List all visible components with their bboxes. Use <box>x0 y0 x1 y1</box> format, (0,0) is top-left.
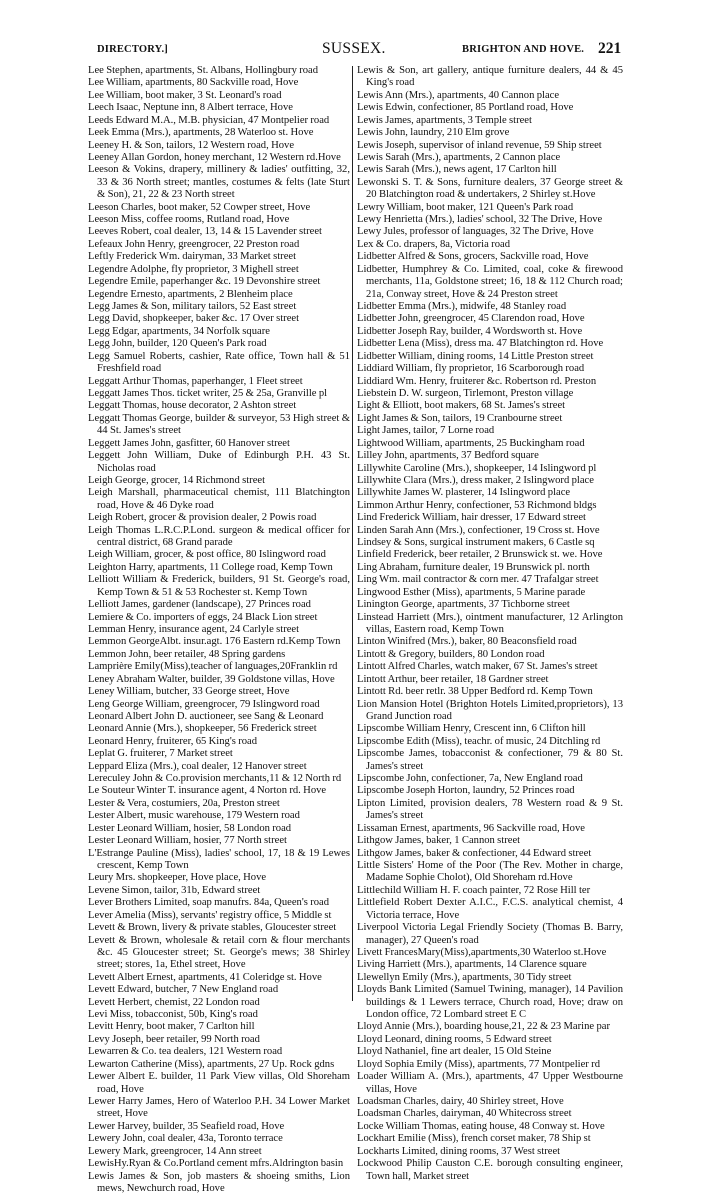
directory-entry: Levett & Brown, wholesale & retail corn & flour merchants &c. 45 Gloucester street; St. George's mews; 38 Shirley street; stores, 1a, Ethel street, Hove <box>88 934 350 971</box>
directory-entry: Llewellyn Emily (Mrs.), apartments, 30 Tidy street <box>357 971 572 983</box>
directory-entry: Lemmon John, beer retailer, 48 Spring gardens <box>88 648 286 660</box>
directory-column-left <box>88 65 350 1195</box>
directory-entry: L'Estrange Pauline (Miss), ladies' school, 17, 18 & 19 Lewes crescent, Kemp Town <box>88 847 350 871</box>
directory-entry: Legg John, builder, 120 Queen's Park road <box>88 338 267 350</box>
directory-entry: Lewery John, coal dealer, 43a, Toronto terrace <box>88 1133 283 1145</box>
directory-entry: Lloyd Annie (Mrs.), boarding house,21, 22 & 23 Marine par <box>357 1021 610 1033</box>
directory-entry: Leigh Marshall, pharmaceutical chemist, 111 Blatchington road, Hove & 46 Dyke road <box>88 487 350 511</box>
page-number: 221 <box>598 40 622 57</box>
directory-entry: Lillywhite Caroline (Mrs.), shopkeeper, 14 Islingword pl <box>357 462 597 474</box>
directory-entry: Lipscombe James, tobacconist & confectioner, 79 & 80 St. James's street <box>357 748 623 772</box>
directory-entry: Loadsman Charles, dairy, 40 Shirley street, Hove <box>357 1096 564 1108</box>
directory-entry: Lester Leonard William, hosier, 77 North street <box>88 835 287 847</box>
directory-entry: Lewarton Catherine (Miss), apartments, 27 Up. Rock gdns <box>88 1058 335 1070</box>
directory-entry: Lindsey & Sons, surgical instrument makers, 6 Castle sq <box>357 537 595 549</box>
directory-entry: Lipscombe William Henry, Crescent inn, 6 Clifton hill <box>357 723 586 735</box>
directory-entry: Lockwood Philip Causton C.E. borough consulting engineer, Town hall, Market street <box>357 1158 623 1182</box>
column-divider <box>352 66 353 1001</box>
directory-entry: Ling Wm. mail contractor & corn mer. 47 Trafalgar street <box>357 574 599 586</box>
directory-entry: Lemiere & Co. importers of eggs, 24 Black Lion street <box>88 611 318 623</box>
directory-entry: Lelliott William & Frederick, builders, 91 St. George's road, Kemp Town & 51 & 53 Rochester st. Kemp Town <box>88 574 350 598</box>
directory-entry: Lester Leonard William, hosier, 58 London road <box>88 822 292 834</box>
directory-entry: Liddiard William, fly proprietor, 16 Scarborough road <box>357 363 585 375</box>
directory-entry: Lewer Albert E. builder, 11 Park View villas, Old Shoreham road, Hove <box>88 1071 350 1095</box>
directory-entry: Lloyd Leonard, dining rooms, 5 Edward street <box>357 1033 552 1045</box>
directory-entry: Levi Miss, tobacconist, 50b, King's road <box>88 1009 258 1021</box>
directory-entry: Lewy Henrietta (Mrs.), ladies' school, 32 The Drive, Hove <box>357 214 603 226</box>
directory-column-right <box>357 65 623 1183</box>
directory-entry: Lintott Rd. beer retlr. 38 Upper Bedford rd. Kemp Town <box>357 686 593 698</box>
directory-entry: Lloyds Bank Limited (Samuel Twining, manager), 14 Pavilion buildings & 1 Lewers terrace, Church road, Hove; draw on London office, 72 Lombard street E C <box>357 984 623 1021</box>
directory-entry: Lee William, boot maker, 3 St. Leonard's road <box>88 89 282 101</box>
directory-entry: Leggatt Thomas, house decorator, 2 Ashton street <box>88 400 297 412</box>
directory-entry: Lever Amelia (Miss), servants' registry office, 5 Middle st <box>88 909 332 921</box>
directory-entry: Leighton Harry, apartments, 11 College road, Kemp Town <box>88 561 333 573</box>
directory-entry: Ling Abraham, furniture dealer, 19 Brunswick pl. north <box>357 561 590 573</box>
directory-entry: Leeds Edward M.A., M.B. physician, 47 Montpelier road <box>88 114 330 126</box>
directory-entry: Lidbetter Lena (Miss), dress ma. 47 Blatchington rd. Hove <box>357 338 604 350</box>
directory-entry: Leonard Henry, fruiterer, 65 King's road <box>88 735 258 747</box>
directory-entry: Lewer Harry James, Hero of Waterloo P.H. 34 Lower Market street, Hove <box>88 1096 350 1120</box>
directory-entry: Lee William, apartments, 80 Sackville road, Hove <box>88 77 299 89</box>
directory-entry: Leeson Miss, coffee rooms, Rutland road, Hove <box>88 214 290 226</box>
directory-entry: Lissaman Ernest, apartments, 96 Sackville road, Hove <box>357 822 585 834</box>
directory-entry: Limmon Arthur Henry, confectioner, 53 Richmond bldgs <box>357 499 597 511</box>
directory-entry: Lewis James & Son, job masters & shoeing smiths, Lion mews, Newchurch road, Hove <box>88 1170 350 1194</box>
directory-entry: Lidbetter John, greengrocer, 45 Clarendon road, Hove <box>357 313 585 325</box>
directory-entry: Leeson & Vokins, drapery, millinery & ladies' outfitting, 32, 33 & 36 North street; mantles, costumes & felts (late Sturt & Son), 21, 22 & 23 North street <box>88 164 350 201</box>
directory-entry: LewisHy.Ryan & Co.Portland cement mfrs.Aldrington basin <box>88 1158 344 1170</box>
directory-entry: Leney William, butcher, 33 George street, Hove <box>88 686 290 698</box>
directory-entry: Legendre Ernesto, apartments, 2 Blenheim place <box>88 288 293 300</box>
directory-entry: Leonard Annie (Mrs.), shopkeeper, 56 Frederick street <box>88 723 317 735</box>
directory-entry: Lipton Limited, provision dealers, 78 Western road & 9 St. James's street <box>357 797 623 822</box>
directory-entry: Lewry William, boot maker, 121 Queen's Park road <box>357 201 574 213</box>
directory-entry: Leggatt James Thos. ticket writer, 25 & 25a, Granville pl <box>88 387 328 399</box>
directory-entry: Lewis Joseph, supervisor of inland revenue, 59 Ship street <box>357 139 602 151</box>
directory-entry: Levene Simon, tailor, 31b, Edward street <box>88 884 261 896</box>
directory-entry: Leftly Frederick Wm. dairyman, 33 Market street <box>88 251 297 263</box>
directory-entry: Linfield Frederick, beer retailer, 2 Brunswick st. we. Hove <box>357 549 603 561</box>
running-head-left: DIRECTORY.] <box>97 44 168 55</box>
directory-entry: Leney Abraham Walter, builder, 39 Goldstone villas, Hove <box>88 673 335 685</box>
directory-entry: Lereculey John & Co.provision merchants,11 & 12 North rd <box>88 773 342 785</box>
directory-entry: Lipscombe John, confectioner, 7a, New England road <box>357 773 583 785</box>
directory-entry: Legendre Adolphe, fly proprietor, 3 Mighell street <box>88 263 299 275</box>
directory-entry: Light & Elliott, boot makers, 68 St. James's street <box>357 400 566 412</box>
directory-entry: Leplat G. fruiterer, 7 Market street <box>88 748 233 760</box>
directory-entry: Leeson Charles, boot maker, 52 Cowper street, Hove <box>88 201 311 213</box>
directory-entry: Lillywhite Clara (Mrs.), dress maker, 2 Islingword place <box>357 474 594 486</box>
directory-entry: Lefeaux John Henry, greengrocer, 22 Preston road <box>88 238 300 250</box>
directory-entry: Leggatt Arthur Thomas, paperhanger, 1 Fleet street <box>88 375 303 387</box>
directory-entry: Levy Joseph, beer retailer, 99 North road <box>88 1033 260 1045</box>
directory-entry: Lewis & Son, art gallery, antique furniture dealers, 44 & 45 King's road <box>357 65 623 89</box>
directory-entry: Lingwood Esther (Miss), apartments, 5 Marine parade <box>357 586 586 598</box>
directory-entry: Lester Albert, music warehouse, 179 Western road <box>88 810 300 822</box>
directory-entry: Legg James & Son, military tailors, 52 East street <box>88 301 297 313</box>
directory-entry: Light James, tailor, 7 Lorne road <box>357 425 495 437</box>
directory-entry: Linington George, apartments, 37 Tichborne street <box>357 599 570 611</box>
directory-entry: Leigh Robert, grocer & provision dealer, 2 Powis road <box>88 512 317 524</box>
directory-entry: Littlechild William H. F. coach painter, 72 Rose Hill ter <box>357 884 591 896</box>
directory-entry: Lewer Harvey, builder, 35 Seafield road, Hove <box>88 1120 285 1132</box>
directory-entry: Lockhart Emilie (Miss), french corset maker, 78 Ship st <box>357 1133 591 1145</box>
directory-entry: Levett & Brown, livery & private stables, Gloucester street <box>88 922 337 934</box>
directory-entry: Levett Herbert, chemist, 22 London road <box>88 996 260 1008</box>
directory-entry: Lewis James, apartments, 3 Temple street <box>357 114 532 126</box>
directory-entry: Lee Stephen, apartments, St. Albans, Hollingbury road <box>88 65 319 76</box>
directory-entry: Leigh George, grocer, 14 Richmond street <box>88 474 266 486</box>
directory-entry: Lewonski S. T. & Sons, furniture dealers, 37 George street & 20 Blatchington road & undertakers, 2 Shirley st.Hove <box>357 176 623 201</box>
directory-entry: Lewis Ann (Mrs.), apartments, 40 Cannon place <box>357 89 560 101</box>
directory-entry: Legg David, shopkeeper, baker &c. 17 Over street <box>88 313 300 325</box>
directory-entry: Liverpool Victoria Legal Friendly Society (Thomas B. Barry, manager), 27 Queen's road <box>357 922 623 946</box>
directory-entry: Lidbetter Joseph Ray, builder, 4 Wordsworth st. Hove <box>357 325 583 337</box>
directory-entry: Lamprière Emily(Miss),teacher of languages,20Franklin rd <box>88 661 338 673</box>
directory-entry: Lithgow James, baker & confectioner, 44 Edward street <box>357 847 592 859</box>
directory-entry: Leek Emma (Mrs.), apartments, 28 Waterloo st. Hove <box>88 127 314 139</box>
directory-entry: Legendre Emile, paperhanger &c. 19 Devonshire street <box>88 276 321 288</box>
directory-entry: Leech Isaac, Neptune inn, 8 Albert terrace, Hove <box>88 102 293 114</box>
directory-entry: Leigh Thomas L.R.C.P.Lond. surgeon & medical officer for central district, 68 Grand parade <box>88 524 350 549</box>
directory-entry: Levitt Henry, boot maker, 7 Carlton hill <box>88 1021 255 1033</box>
directory-entry: Lewis John, laundry, 210 Elm grove <box>357 127 510 139</box>
directory-entry: Levett Edward, butcher, 7 New England road <box>88 984 279 996</box>
directory-entry: Lillywhite James W. plasterer, 14 Islingword place <box>357 487 571 499</box>
directory-entry: Leggatt Thomas George, builder & surveyor, 53 High street & 44 St. James's street <box>88 412 350 437</box>
directory-entry: Lewery Mark, greengrocer, 14 Ann street <box>88 1145 262 1157</box>
directory-entry: Lintott Arthur, beer retailer, 18 Gardner street <box>357 673 549 685</box>
directory-entry: Liddiard Wm. Henry, fruiterer &c. Robertson rd. Preston <box>357 375 597 387</box>
directory-entry: Lipscombe Edith (Miss), teachr. of music, 24 Ditchling rd <box>357 735 601 747</box>
directory-entry: Liebstein D. W. surgeon, Tirlemont, Preston village <box>357 387 574 399</box>
directory-entry: Lemman Henry, insurance agent, 24 Carlyle street <box>88 623 300 635</box>
directory-entry: Leeney H. & Son, tailors, 12 Western road, Hove <box>88 139 295 151</box>
directory-entry: Lidbetter Emma (Mrs.), midwife, 48 Stanley road <box>357 301 567 313</box>
directory-entry: Lex & Co. drapers, 8a, Victoria road <box>357 238 510 250</box>
directory-entry: Lockharts Limited, dining rooms, 37 West street <box>357 1145 561 1157</box>
directory-entry: Lever Brothers Limited, soap manufrs. 84a, Queen's road <box>88 897 330 909</box>
directory-entry: Le Souteur Winter T. insurance agent, 4 Norton rd. Hove <box>88 785 327 797</box>
directory-entry: Little Sisters' Home of the Poor (The Rev. Mother in charge, Madame Sophie Cholot), Old Shoreham rd.Hove <box>357 860 623 884</box>
directory-entry: Lidbetter William, dining rooms, 14 Little Preston street <box>357 350 594 362</box>
directory-entry: Legg Edgar, apartments, 34 Norfolk square <box>88 325 270 337</box>
directory-entry: Leggett James John, gasfitter, 60 Hanover street <box>88 437 290 449</box>
directory-entry: Lester & Vera, costumiers, 20a, Preston street <box>88 797 280 809</box>
directory-entry: Leppard Eliza (Mrs.), coal dealer, 12 Hanover street <box>88 760 307 772</box>
directory-entry: Livett FrancesMary(Miss),apartments,30 Waterloo st.Hove <box>357 946 607 958</box>
directory-entry: Lilley John, apartments, 37 Bedford square <box>357 450 539 462</box>
directory-entry: Lewarren & Co. tea dealers, 121 Western road <box>88 1046 283 1058</box>
directory-entry: Levett Albert Ernest, apartments, 41 Coleridge st. Hove <box>88 971 322 983</box>
running-head-section: BRIGHTON AND HOVE. <box>462 44 585 55</box>
directory-entry: Leeney Allan Gordon, honey merchant, 12 Western rd.Hove <box>88 151 341 163</box>
directory-entry: Living Harriett (Mrs.), apartments, 14 Clarence square <box>357 959 587 971</box>
directory-entry: Lewy Jules, professor of languages, 32 The Drive, Hove <box>357 226 594 238</box>
directory-entry: Leeves Robert, coal dealer, 13, 14 & 15 Lavender street <box>88 226 322 238</box>
directory-entry: Lidbetter, Humphrey & Co. Limited, coal, coke & firewood merchants, 11a, Goldstone street; 16, 18 & 112 Church road; 21a, Conway street, Hove & 24 Preston street <box>357 263 623 300</box>
directory-entry: Lintott Alfred Charles, watch maker, 67 St. James's street <box>357 661 598 673</box>
directory-entry: Light James & Son, tailors, 19 Cranbourne street <box>357 412 563 424</box>
directory-entry: Leonard Albert John D. auctioneer, see Sang & Leonard <box>88 710 324 722</box>
directory-entry: Lion Mansion Hotel (Brighton Hotels Limited,proprietors), 13 Grand Junction road <box>357 698 623 722</box>
directory-entry: Lewis Sarah (Mrs.), apartments, 2 Cannon place <box>357 151 561 163</box>
directory-entry: Leng George William, greengrocer, 79 Islingword road <box>88 698 320 710</box>
directory-entry: Lithgow James, baker, 1 Cannon street <box>357 835 521 847</box>
directory-entry: Lidbetter Alfred & Sons, grocers, Sackville road, Hove <box>357 251 589 263</box>
directory-entry: Littlefield Robert Dexter A.I.C., F.C.S. analytical chemist, 4 Victoria terrace, Hove <box>357 897 623 921</box>
directory-entry: Linden Sarah Ann (Mrs.), confectioner, 19 Cross st. Hove <box>357 524 600 536</box>
directory-entry: Linton Winifred (Mrs.), baker, 80 Beaconsfield road <box>357 636 577 648</box>
directory-entry: Lloyd Sophia Emily (Miss), apartments, 77 Montpelier rd <box>357 1058 600 1070</box>
directory-entry: Leigh William, grocer, & post office, 80 Islingword road <box>88 549 326 561</box>
directory-entry: Leury Mrs. shopkeeper, Hove place, Hove <box>88 872 267 884</box>
running-head-county: SUSSEX. <box>322 40 386 57</box>
directory-entry: Lintott & Gregory, builders, 80 London road <box>357 648 545 660</box>
directory-entry: Locke William Thomas, eating house, 48 Conway st. Hove <box>357 1120 605 1132</box>
page-header <box>0 40 714 64</box>
directory-entry: Leggett John William, Duke of Edinburgh P.H. 43 St. Nicholas road <box>88 450 350 474</box>
directory-entry: Lloyd Nathaniel, fine art dealer, 15 Old Steine <box>357 1046 552 1058</box>
directory-entry: Lewis Sarah (Mrs.), news agent, 17 Carlton hill <box>357 164 557 176</box>
directory-entry: Linstead Harriett (Mrs.), ointment manufacturer, 12 Arlington villas, Eastern road, Kemp Town <box>357 611 623 635</box>
directory-entry: Loadsman Charles, dairyman, 40 Whitecross street <box>357 1108 572 1120</box>
directory-entry: Lelliott James, gardener (landscape), 27 Princes road <box>88 599 311 611</box>
directory-entry: Lightwood William, apartments, 25 Buckingham road <box>357 437 585 449</box>
directory-entry: Legg Samuel Roberts, cashier, Rate office, Town hall & 51 Freshfield road <box>88 350 350 375</box>
directory-entry: Loader William A. (Mrs.), apartments, 47 Upper Westbourne villas, Hove <box>357 1071 623 1095</box>
directory-entry: Lewis Edwin, confectioner, 85 Portland road, Hove <box>357 102 574 114</box>
directory-entry: Lind Frederick William, hair dresser, 17 Edward street <box>357 512 586 524</box>
directory-entry: Lipscombe Joseph Horton, laundry, 52 Princes road <box>357 785 575 797</box>
directory-entry: Lemmon GeorgeAlbt. insur.agt. 176 Eastern rd.Kemp Town <box>88 636 341 648</box>
